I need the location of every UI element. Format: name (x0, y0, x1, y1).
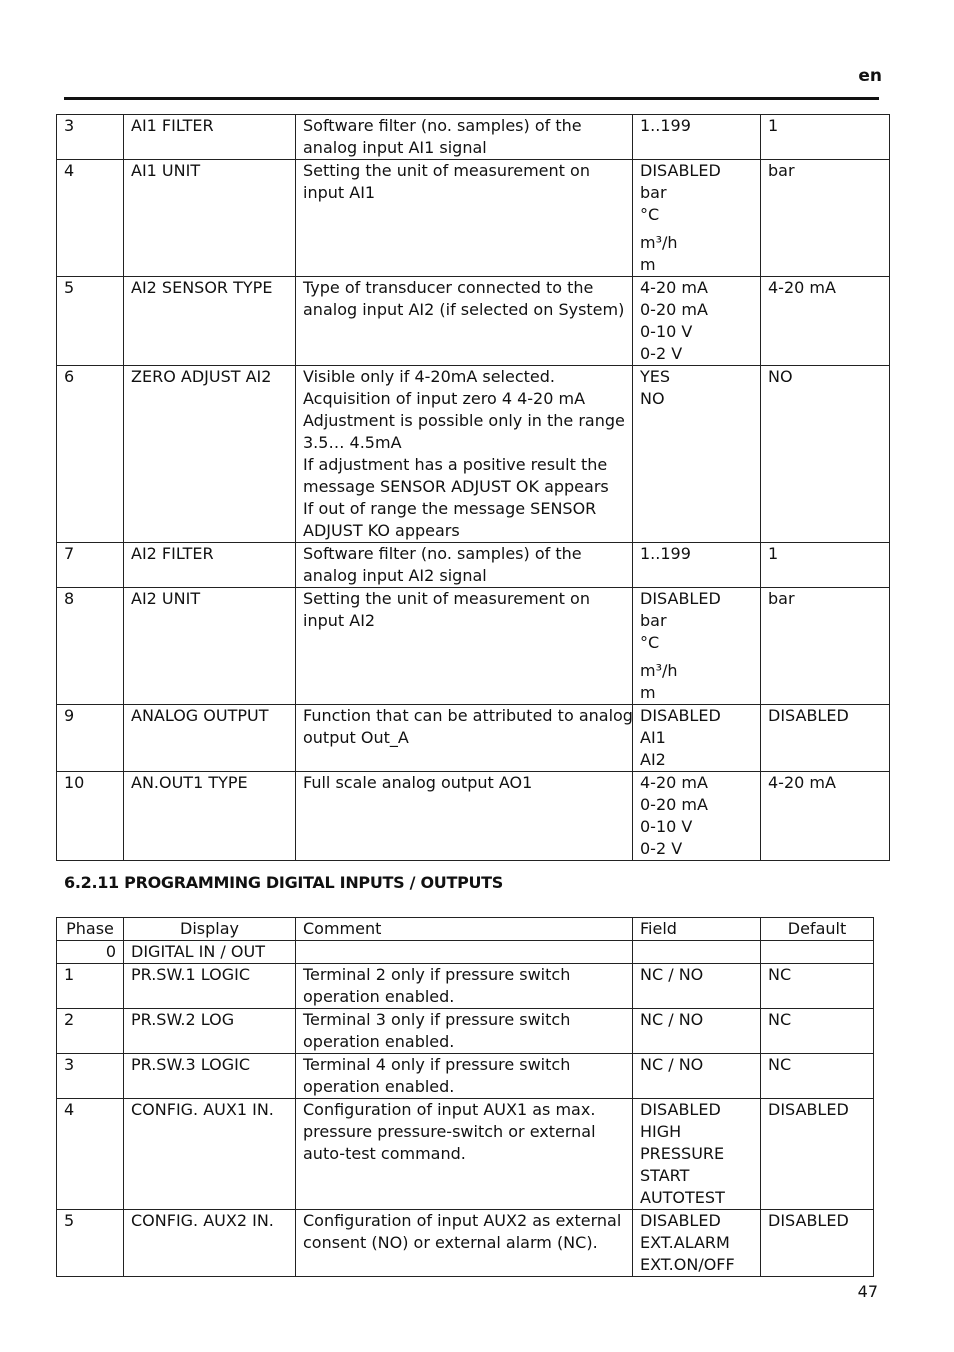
cell-field (633, 772, 761, 861)
comment-line: Setting the unit of measurement on (303, 161, 590, 180)
cell-default: 4-20 mA (761, 772, 890, 861)
field-option: m (640, 255, 656, 274)
comment-line: Software filter (no. samples) of the (303, 544, 582, 563)
cell-comment (296, 1054, 633, 1099)
comment-line: operation enabled. (303, 1077, 455, 1096)
field-option: AI1 (640, 728, 666, 747)
cell-comment (296, 1099, 633, 1210)
cell-field (633, 277, 761, 366)
cell-field (633, 1054, 761, 1099)
cell-default: DISABLED (761, 1099, 874, 1210)
field-option: 0-20 mA (640, 795, 708, 814)
cell-field (633, 115, 761, 160)
cell-comment (296, 115, 633, 160)
field-option: 0-10 V (640, 817, 693, 836)
table-row (57, 366, 890, 543)
cell-display: AI1 UNIT (124, 160, 296, 277)
digital-io-table (56, 917, 874, 1277)
table-row (57, 588, 890, 705)
field-option: 0-2 V (640, 344, 683, 363)
field-option: m³/h (640, 233, 678, 252)
cell-comment (296, 277, 633, 366)
cell-phase: 7 (57, 543, 124, 588)
table-row (57, 160, 890, 277)
group-field (633, 941, 761, 964)
table-row (57, 1210, 874, 1277)
field-option: 1..199 (640, 116, 691, 135)
cell-display: AN.OUT1 TYPE (124, 772, 296, 861)
field-option: PRESSURE (640, 1144, 725, 1163)
cell-field (633, 964, 761, 1009)
comment-line: Configuration of input AUX2 as external (303, 1211, 622, 1230)
page-number: 47 (857, 1282, 878, 1301)
comment-line: output Out_A (303, 728, 409, 747)
cell-display: PR.SW.2 LOG (124, 1009, 296, 1054)
comment-line: operation enabled. (303, 987, 455, 1006)
cell-display: PR.SW.3 LOGIC (124, 1054, 296, 1099)
cell-phase: 3 (57, 1054, 124, 1099)
comment-line: operation enabled. (303, 1032, 455, 1051)
field-option: YES (640, 367, 671, 386)
field-option: 0-10 V (640, 322, 693, 341)
cell-field (633, 705, 761, 772)
comment-line: If out of range the message SENSOR (303, 499, 597, 518)
comment-line: Configuration of input AUX1 as max. (303, 1100, 596, 1119)
cell-field (633, 160, 761, 277)
cell-display: CONFIG. AUX2 IN. (124, 1210, 296, 1277)
comment-line: Terminal 4 only if pressure switch (303, 1055, 571, 1074)
comment-line: auto-test command. (303, 1144, 466, 1163)
field-option: DISABLED (640, 1100, 721, 1119)
header-phase: Phase (57, 918, 124, 941)
comment-line: analog input AI1 signal (303, 138, 487, 157)
cell-comment (296, 588, 633, 705)
comment-line: message SENSOR ADJUST OK appears (303, 477, 609, 496)
cell-field (633, 588, 761, 705)
comment-line: Full scale analog output AO1 (303, 773, 533, 792)
cell-phase: 1 (57, 964, 124, 1009)
group-display: DIGITAL IN / OUT (124, 941, 296, 964)
cell-default: 1 (761, 115, 890, 160)
cell-comment (296, 1210, 633, 1277)
cell-field (633, 366, 761, 543)
cell-default: 4-20 mA (761, 277, 890, 366)
cell-phase: 4 (57, 160, 124, 277)
cell-phase: 9 (57, 705, 124, 772)
field-option: EXT.ON/OFF (640, 1255, 735, 1274)
cell-default: DISABLED (761, 1210, 874, 1277)
field-option: EXT.ALARM (640, 1233, 730, 1252)
header-rule (64, 97, 879, 100)
header-default: Default (761, 918, 874, 941)
cell-comment (296, 1009, 633, 1054)
field-option: °C (640, 205, 660, 224)
cell-display: AI2 FILTER (124, 543, 296, 588)
cell-comment (296, 366, 633, 543)
comment-line: 3.5… 4.5mA (303, 433, 402, 452)
cell-display: ZERO ADJUST AI2 (124, 366, 296, 543)
cell-comment (296, 705, 633, 772)
group-default (761, 941, 874, 964)
field-option: m (640, 683, 656, 702)
field-option: m³/h (640, 661, 678, 680)
cell-default: bar (761, 160, 890, 277)
header-display: Display (124, 918, 296, 941)
table-row (57, 543, 890, 588)
analog-settings-table (56, 114, 890, 861)
field-option: DISABLED (640, 589, 721, 608)
comment-line: Visible only if 4-20mA selected. (303, 367, 555, 386)
cell-default: NC (761, 1009, 874, 1054)
table-row (57, 277, 890, 366)
comment-line: pressure pressure-switch or external (303, 1122, 596, 1141)
cell-display: AI2 UNIT (124, 588, 296, 705)
cell-default: NC (761, 964, 874, 1009)
table-row (57, 705, 890, 772)
field-option: DISABLED (640, 161, 721, 180)
table-header-row (57, 918, 874, 941)
field-option: bar (640, 611, 667, 630)
cell-field (633, 1099, 761, 1210)
cell-phase: 6 (57, 366, 124, 543)
cell-display: CONFIG. AUX1 IN. (124, 1099, 296, 1210)
comment-line: input AI2 (303, 611, 376, 630)
cell-phase: 8 (57, 588, 124, 705)
comment-line: ADJUST KO appears (303, 521, 460, 540)
cell-phase: 5 (57, 277, 124, 366)
comment-line: Terminal 2 only if pressure switch (303, 965, 571, 984)
table-row (57, 772, 890, 861)
cell-default: 1 (761, 543, 890, 588)
field-option: 0-20 mA (640, 300, 708, 319)
cell-default: bar (761, 588, 890, 705)
comment-line: consent (NO) or external alarm (NC). (303, 1233, 598, 1252)
group-row (57, 941, 874, 964)
comment-line: Terminal 3 only if pressure switch (303, 1010, 571, 1029)
field-option: NC / NO (640, 1010, 704, 1029)
language-tag: en (858, 66, 882, 86)
cell-display: AI1 FILTER (124, 115, 296, 160)
comment-line: Setting the unit of measurement on (303, 589, 590, 608)
field-option: 4-20 mA (640, 773, 708, 792)
field-option: DISABLED (640, 706, 721, 725)
comment-line: Adjustment is possible only in the range (303, 411, 625, 430)
field-option: bar (640, 183, 667, 202)
cell-phase: 3 (57, 115, 124, 160)
cell-display: AI2 SENSOR TYPE (124, 277, 296, 366)
field-option: 4-20 mA (640, 278, 708, 297)
comment-line: If adjustment has a positive result the (303, 455, 608, 474)
cell-field (633, 1009, 761, 1054)
cell-default: DISABLED (761, 705, 890, 772)
cell-default: NO (761, 366, 890, 543)
section-heading: 6.2.11 PROGRAMMING DIGITAL INPUTS / OUTPUTS (64, 873, 504, 892)
field-option: NC / NO (640, 1055, 704, 1074)
cell-phase: 5 (57, 1210, 124, 1277)
field-option: HIGH (640, 1122, 682, 1141)
field-option: START (640, 1166, 690, 1185)
comment-line: Software filter (no. samples) of the (303, 116, 582, 135)
comment-line: Function that can be attributed to analog (303, 706, 633, 725)
cell-phase: 2 (57, 1009, 124, 1054)
table-row (57, 1054, 874, 1099)
cell-comment (296, 964, 633, 1009)
table-row (57, 1099, 874, 1210)
field-option: 1..199 (640, 544, 691, 563)
comment-line: Acquisition of input zero 4 4-20 mA (303, 389, 586, 408)
field-option: 0-2 V (640, 839, 683, 858)
table-row (57, 1009, 874, 1054)
group-comment (296, 941, 633, 964)
table-row (57, 115, 890, 160)
cell-comment (296, 543, 633, 588)
cell-display: ANALOG OUTPUT (124, 705, 296, 772)
field-option: °C (640, 633, 660, 652)
cell-display: PR.SW.1 LOGIC (124, 964, 296, 1009)
cell-comment (296, 160, 633, 277)
cell-phase: 10 (57, 772, 124, 861)
cell-field (633, 543, 761, 588)
group-phase: 0 (57, 941, 124, 964)
cell-phase: 4 (57, 1099, 124, 1210)
comment-line: Type of transducer connected to the (303, 278, 594, 297)
cell-default: NC (761, 1054, 874, 1099)
header-comment: Comment (296, 918, 633, 941)
cell-comment (296, 772, 633, 861)
field-option: DISABLED (640, 1211, 721, 1230)
header-field: Field (633, 918, 761, 941)
field-option: AI2 (640, 750, 666, 769)
field-option: NO (640, 389, 665, 408)
field-option: NC / NO (640, 965, 704, 984)
comment-line: input AI1 (303, 183, 376, 202)
comment-line: analog input AI2 (if selected on System) (303, 300, 625, 319)
cell-field (633, 1210, 761, 1277)
comment-line: analog input AI2 signal (303, 566, 487, 585)
field-option: AUTOTEST (640, 1188, 725, 1207)
table-row (57, 964, 874, 1009)
